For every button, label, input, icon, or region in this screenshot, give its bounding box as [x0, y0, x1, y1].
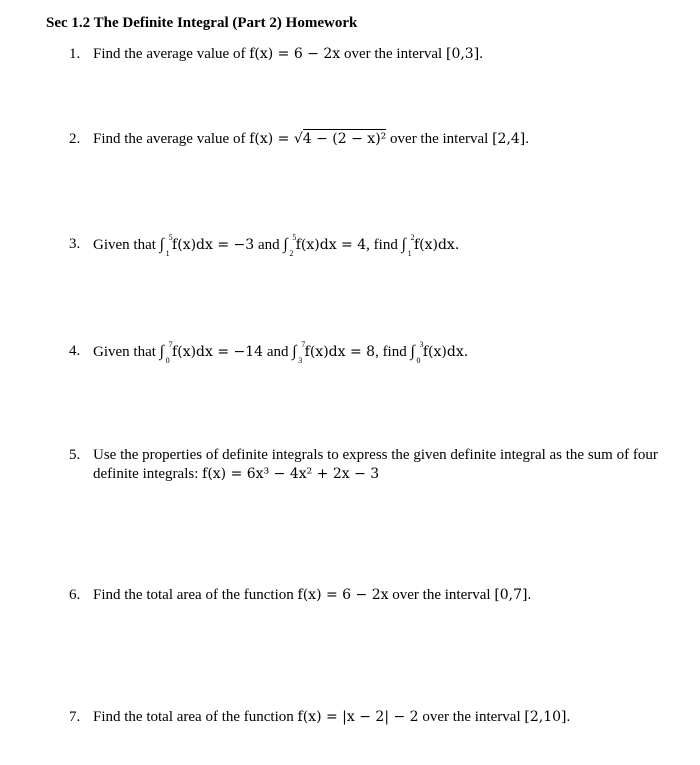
- problem-text: Given that: [93, 237, 160, 253]
- problem-text: over the interval: [418, 709, 525, 725]
- problem-text: Given that: [93, 344, 160, 360]
- interval: [2,10]: [524, 709, 567, 725]
- integral-expression: f(x)dx.: [413, 237, 460, 253]
- problem-number: 2.: [69, 131, 81, 147]
- problem-text: and: [263, 344, 293, 360]
- integral-expression: f(x)dx = 8: [304, 344, 376, 360]
- period: .: [566, 709, 571, 725]
- interval: [0,3]: [445, 46, 480, 62]
- problem-text: Find the average value of: [93, 131, 250, 147]
- integral-sign: ∫ 7 3: [292, 342, 296, 361]
- lower-limit: 3: [298, 356, 303, 365]
- integral-sign: ∫ 2 1: [402, 235, 406, 254]
- integral-expression: f(x)dx = −14: [172, 344, 264, 360]
- integral-sign: ∫ 5 2: [283, 235, 287, 254]
- problem-number: 1.: [69, 46, 81, 62]
- integral-sign: ∫ 7 0: [160, 342, 164, 361]
- problem-text: Find the average value of: [93, 46, 250, 62]
- problem-text: and: [254, 237, 284, 253]
- period: .: [525, 131, 530, 147]
- lower-limit: 0: [165, 356, 170, 365]
- lower-limit: 1: [407, 249, 412, 258]
- interval: [0,7]: [494, 587, 528, 603]
- problem-number: 7.: [69, 709, 81, 725]
- problem-number: 6.: [69, 587, 81, 603]
- upper-limit: 5: [168, 233, 173, 242]
- upper-limit: 5: [292, 233, 297, 242]
- lower-limit: 0: [416, 356, 421, 365]
- period: .: [479, 46, 483, 62]
- integral-expression: f(x)dx = 4: [295, 237, 367, 253]
- upper-limit: 7: [301, 340, 306, 349]
- upper-limit: 2: [410, 233, 415, 242]
- homework-title: Sec 1.2 The Definite Integral (Part 2) Homework: [46, 15, 358, 31]
- function-expression: f(x) = |x − 2| − 2: [297, 709, 419, 725]
- problem-text: , find: [375, 344, 411, 360]
- problem-text: Use the properties of definite integrals to express the given definite integral as the sum of four definite integrals:: [93, 447, 658, 482]
- function-expression: f(x) = 6 − 2x: [297, 587, 389, 603]
- problem-text: over the interval: [386, 131, 493, 147]
- function-expression: f(x) = 6x³ − 4x² + 2x − 3: [202, 466, 380, 482]
- integral-expression: f(x)dx.: [422, 344, 469, 360]
- lower-limit: 1: [165, 249, 170, 258]
- lower-limit: 2: [289, 249, 294, 258]
- sqrt-symbol: √: [293, 131, 303, 147]
- problem-number: 4.: [69, 343, 81, 359]
- problem-number: 3.: [69, 236, 81, 252]
- period: .: [527, 587, 532, 603]
- problem-text: over the interval: [340, 46, 446, 62]
- function-expression: f(x) = √4 − (2 − x)²: [249, 131, 387, 147]
- integral-expression: f(x)dx = −3: [172, 237, 255, 253]
- problem-text: , find: [366, 237, 402, 253]
- sqrt-body: 4 − (2 − x)²: [302, 131, 387, 147]
- integral-sign: ∫ 5 1: [160, 235, 164, 254]
- interval: [2,4]: [492, 131, 526, 147]
- problem-text: Find the total area of the function: [93, 709, 298, 725]
- problem-number: 5.: [69, 447, 81, 463]
- upper-limit: 3: [419, 340, 424, 349]
- upper-limit: 7: [168, 340, 173, 349]
- integral-sign: ∫ 3 0: [410, 342, 414, 361]
- problem-text: over the interval: [388, 587, 495, 603]
- problem-text: Find the total area of the function: [93, 587, 298, 603]
- function-expression: f(x) = 6 − 2x: [249, 46, 341, 62]
